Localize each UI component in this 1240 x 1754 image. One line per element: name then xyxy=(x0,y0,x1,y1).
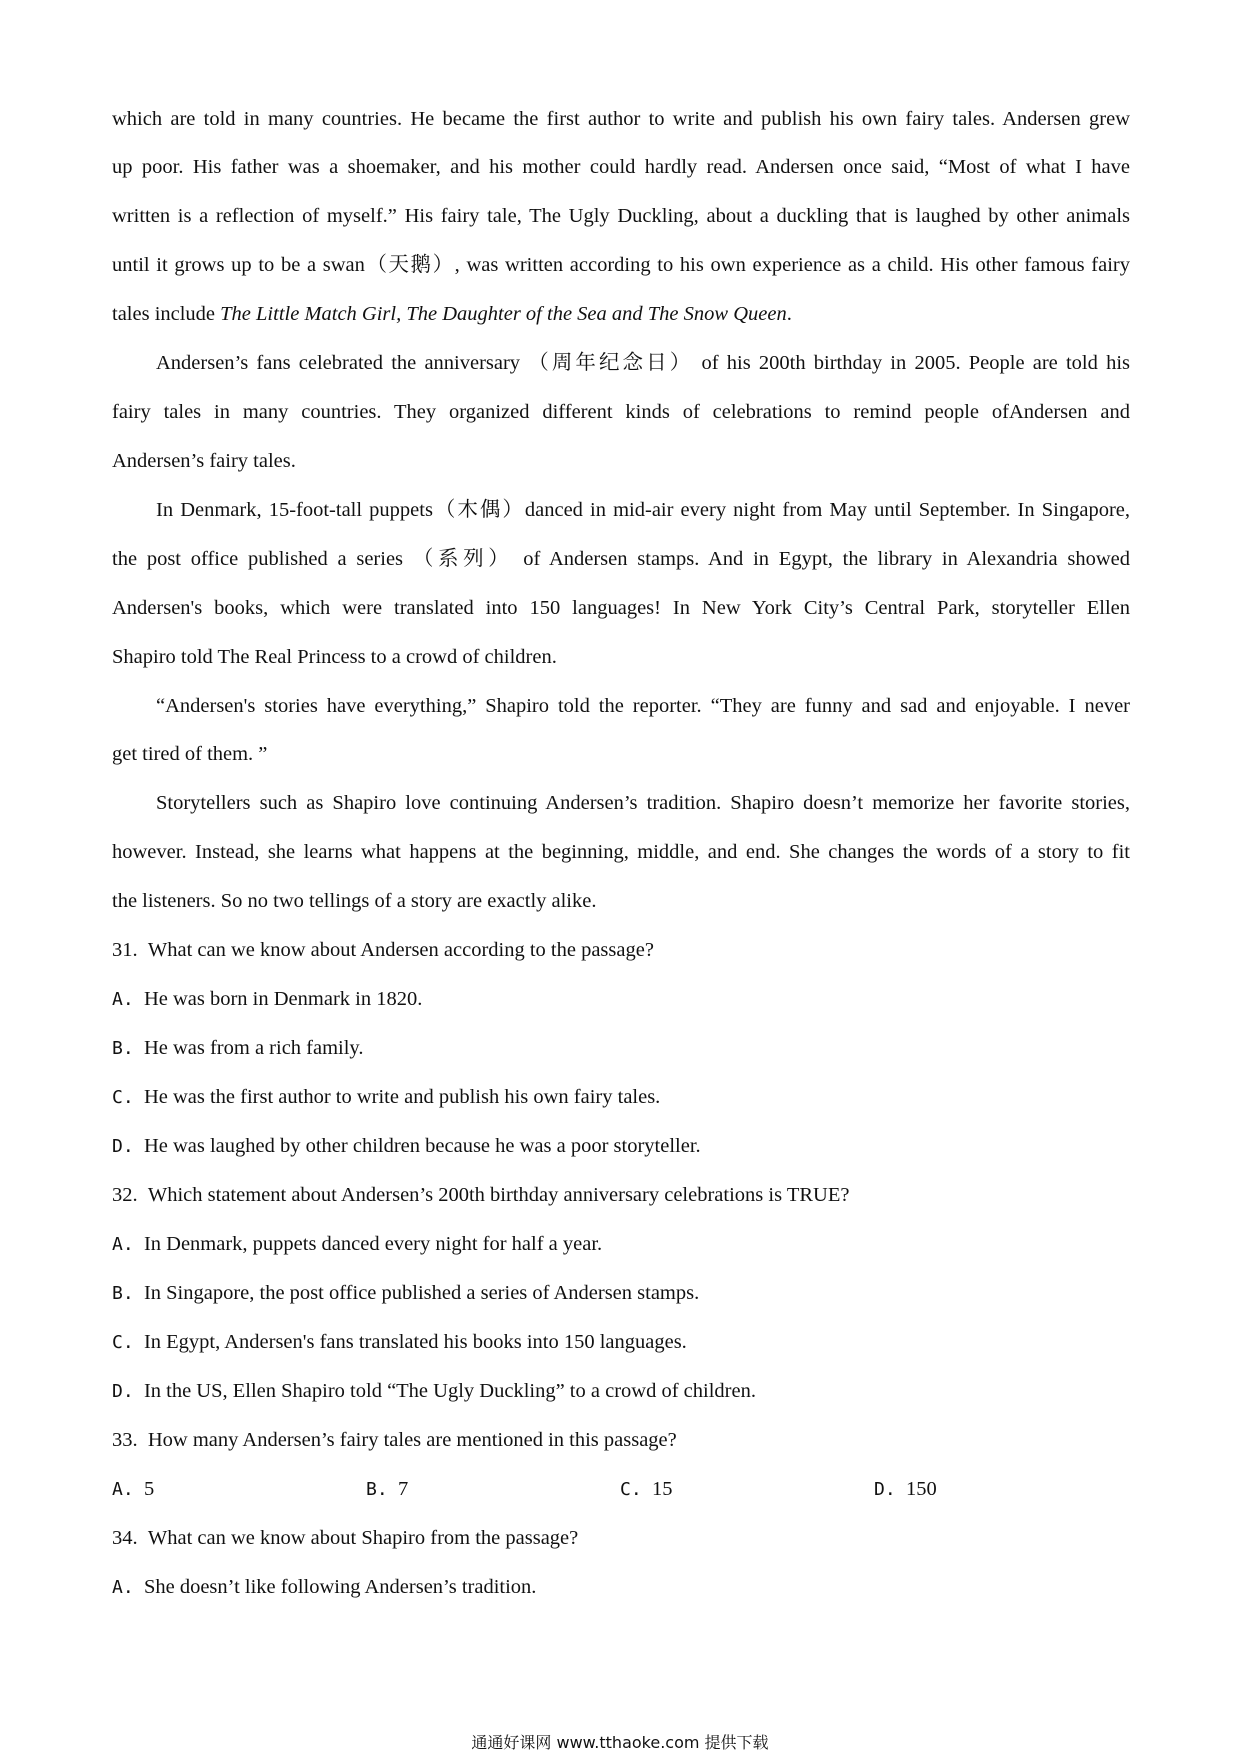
option-32-c xyxy=(112,1328,687,1357)
option-32-b xyxy=(112,1279,699,1308)
question-text: What can we know about Andersen according to the passage? xyxy=(147,939,654,961)
passage-line: fairy tales in many countries. They organized different kinds of celebrations to remind people ofAndersen and xyxy=(112,401,1130,423)
option-text: 5 xyxy=(143,1478,155,1500)
option-letter: B. xyxy=(366,1479,388,1500)
option-text: He was from a rich family. xyxy=(143,1037,364,1059)
option-text: He was laughed by other children because he was a poor storyteller. xyxy=(143,1135,701,1157)
option-31-b xyxy=(112,1034,363,1063)
option-letter: C. xyxy=(112,1332,134,1353)
option-33-c xyxy=(620,1475,672,1504)
question-31 xyxy=(112,936,654,964)
passage-line: which are told in many countries. He became the first author to write and publish his own fairy tales. Andersen grew xyxy=(112,108,1130,130)
passage-line: get tired of them. ” xyxy=(112,743,268,765)
option-letter: D. xyxy=(112,1136,134,1157)
option-33-b xyxy=(366,1475,408,1504)
option-letter: A. xyxy=(112,1577,134,1598)
option-letter: A. xyxy=(112,989,134,1010)
option-letter: B. xyxy=(112,1283,134,1304)
option-letter: B. xyxy=(112,1038,134,1059)
question-33 xyxy=(112,1426,677,1454)
question-number: 33. xyxy=(112,1429,138,1451)
passage-line: Shapiro told The Real Princess to a crowd of children. xyxy=(112,646,557,668)
page-footer: 通通好课网 www.tthaoke.com 提供下载 xyxy=(471,1733,769,1752)
question-number: 32. xyxy=(112,1184,138,1206)
option-letter: C. xyxy=(620,1479,642,1500)
question-number: 34. xyxy=(112,1527,138,1549)
passage-line: “Andersen's stories have everything,” Shapiro told the reporter. “They are funny and sad and enjoyable. I never xyxy=(156,695,1130,717)
option-33-a xyxy=(112,1475,154,1504)
question-32 xyxy=(112,1181,849,1209)
option-letter: D. xyxy=(112,1381,134,1402)
passage-line: until it grows up to be a swan（天鹅）, was written according to his own experience as a child. His other famous fairy xyxy=(112,254,1130,276)
passage-line: up poor. His father was a shoemaker, and his mother could hardly read. Andersen once said, “Most of what I have xyxy=(112,156,1130,178)
option-letter: A. xyxy=(112,1234,134,1255)
option-text: In Egypt, Andersen's fans translated his books into 150 languages. xyxy=(143,1331,687,1353)
passage-line: written is a reflection of myself.” His fairy tale, The Ugly Duckling, about a duckling that is laughed by other animals xyxy=(112,205,1130,227)
passage-line: Andersen’s fans celebrated the anniversary （周年纪念日） of his 200th birthday in 2005. People are told his xyxy=(156,352,1130,374)
option-letter: A. xyxy=(112,1479,134,1500)
option-text: 7 xyxy=(397,1478,409,1500)
passage-line: the listeners. So no two tellings of a story are exactly alike. xyxy=(112,890,597,912)
passage-text: . xyxy=(786,303,792,325)
question-text: How many Andersen’s fairy tales are mentioned in this passage? xyxy=(147,1429,677,1451)
option-text: He was the first author to write and publish his own fairy tales. xyxy=(143,1086,661,1108)
option-letter: D. xyxy=(874,1479,896,1500)
option-text: She doesn’t like following Andersen’s tradition. xyxy=(143,1576,537,1598)
option-text: In Singapore, the post office published a series of Andersen stamps. xyxy=(143,1282,700,1304)
passage-line: Andersen’s fairy tales. xyxy=(112,450,296,472)
passage-line xyxy=(112,300,1130,328)
question-34 xyxy=(112,1524,578,1552)
option-31-a xyxy=(112,985,422,1014)
option-text: In the US, Ellen Shapiro told “The Ugly Duckling” to a crowd of children. xyxy=(143,1380,756,1402)
option-31-d xyxy=(112,1132,701,1161)
option-33-d xyxy=(874,1475,937,1504)
question-number: 31. xyxy=(112,939,138,961)
book-titles: The Little Match Girl, The Daughter of the Sea and The Snow Queen xyxy=(220,303,787,325)
option-31-c xyxy=(112,1083,660,1112)
option-text: 15 xyxy=(651,1478,673,1500)
option-text: He was born in Denmark in 1820. xyxy=(143,988,423,1010)
option-32-a xyxy=(112,1230,602,1259)
option-34-a xyxy=(112,1573,536,1602)
option-letter: C. xyxy=(112,1087,134,1108)
option-text: 150 xyxy=(905,1478,937,1500)
question-text: Which statement about Andersen’s 200th birthday anniversary celebrations is TRUE? xyxy=(147,1184,850,1206)
option-32-d xyxy=(112,1377,756,1406)
passage-line: however. Instead, she learns what happens at the beginning, middle, and end. She changes the words of a story to fit xyxy=(112,841,1130,863)
passage-line: the post office published a series （系列） of Andersen stamps. And in Egypt, the library in Alexandria showed xyxy=(112,548,1130,570)
option-text: In Denmark, puppets danced every night for half a year. xyxy=(143,1233,603,1255)
passage-line: Andersen's books, which were translated into 150 languages! In New York City’s Central Park, storyteller Ellen xyxy=(112,597,1130,619)
passage-text: tales include xyxy=(112,303,221,325)
passage-line: Storytellers such as Shapiro love continuing Andersen’s tradition. Shapiro doesn’t memorize her favorite stories, xyxy=(156,792,1130,814)
passage-line: In Denmark, 15-foot-tall puppets（木偶）danced in mid-air every night from May until September. In Singapore, xyxy=(156,499,1130,521)
question-text: What can we know about Shapiro from the passage? xyxy=(147,1527,579,1549)
